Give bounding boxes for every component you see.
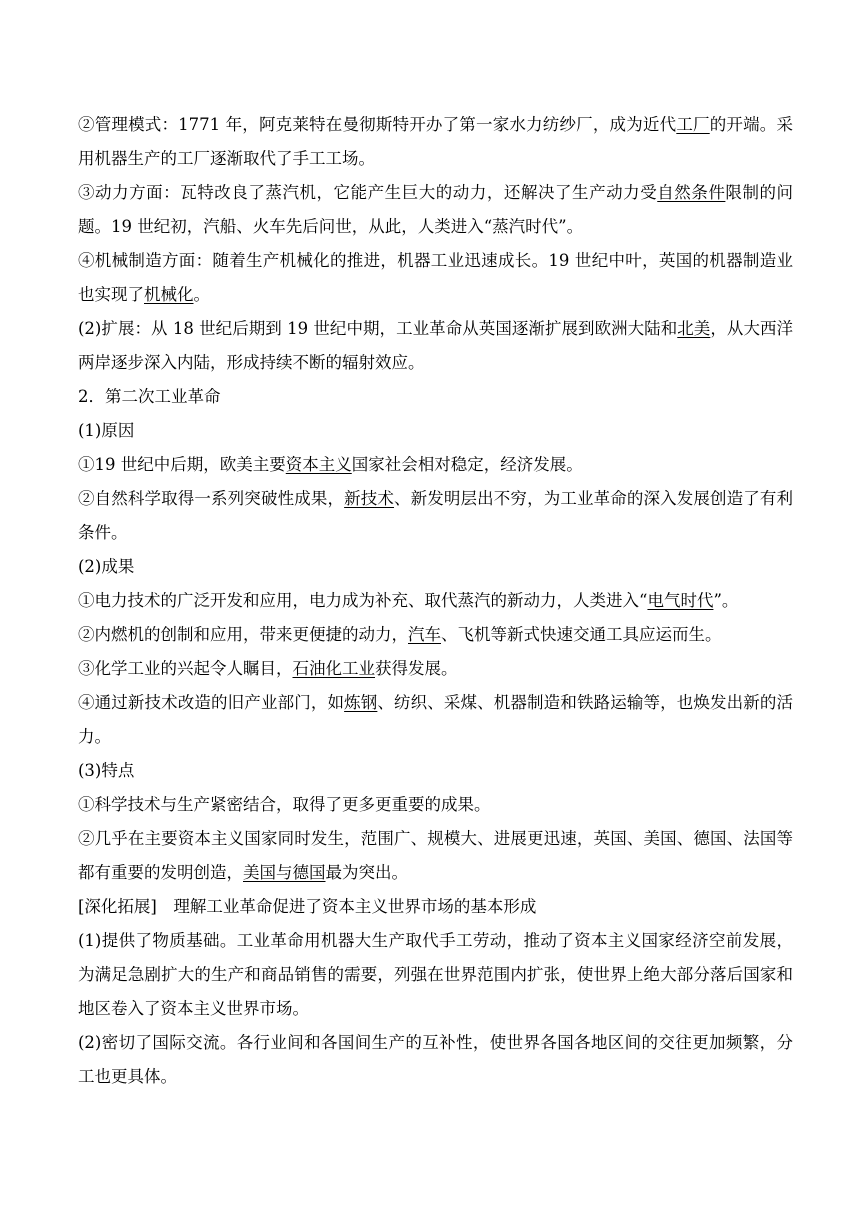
- paragraph: [78, 108, 793, 176]
- paragraph-text: ①科学技术与生产紧密结合，取得了更多更重要的成果。: [78, 795, 491, 814]
- paragraph: [78, 584, 793, 618]
- paragraph: [78, 550, 793, 584]
- paragraph: [78, 1026, 793, 1094]
- paragraph-text: ②管理模式：1771 年，阿克莱特在曼彻斯特开办了第一家水力纺纱厂，成为近代: [78, 115, 677, 134]
- paragraph: [78, 176, 793, 244]
- document-body: [78, 108, 793, 1094]
- paragraph: [78, 652, 793, 686]
- paragraph-text: (1)提供了物质基础。工业革命用机器大生产取代手工劳动，推动了资本主义国家经济空前发展，为满足急剧扩大的生产和商品销售的需要，列强在世界范围内扩张，使世界上绝大部分落后国家和地区卷入了资本主义世界市场。: [78, 931, 793, 1018]
- underlined-answer: 新技术: [344, 489, 395, 508]
- paragraph-text: ②内燃机的创制和应用，带来更便捷的动力，: [78, 625, 408, 644]
- paragraph-text: ④通过新技术改造的旧产业部门，如: [78, 693, 345, 712]
- paragraph-text: ”。: [713, 591, 739, 610]
- paragraph-text: (3)特点: [78, 761, 135, 780]
- underlined-answer: 机械化: [144, 285, 194, 304]
- paragraph-text: 最为突出。: [325, 863, 408, 882]
- paragraph-text: ①19 世纪中后期，欧美主要: [78, 455, 286, 474]
- paragraph: [78, 244, 793, 312]
- paragraph-text: ，从大西洋两岸逐步深入内陆，形成持续不断的辐射效应。: [78, 319, 794, 372]
- paragraph-text: 、飞机等新式快速交通工具应运而生。: [441, 625, 722, 644]
- paragraph-text: 限制的问题。19 世纪初，汽船、火车先后问世，从此，人类进入“蒸汽时代”。: [78, 183, 794, 236]
- underlined-answer: 电气时代: [647, 591, 714, 610]
- underlined-answer: 自然条件: [657, 183, 726, 202]
- paragraph: [78, 312, 793, 380]
- paragraph: [78, 822, 793, 890]
- underlined-answer: 炼钢: [344, 693, 378, 712]
- paragraph: [78, 890, 793, 924]
- paragraph: [78, 414, 793, 448]
- paragraph-text: ③动力方面：瓦特改良了蒸汽机，它能产生巨大的动力，还解决了生产动力受: [78, 183, 658, 202]
- paragraph-text: 。: [193, 285, 210, 304]
- paragraph-text: ④机械制造方面：随着生产机械化的推进，机器工业迅速成长。19 世纪中叶，英国的机器制造业也实现了: [78, 251, 793, 304]
- underlined-answer: 汽车: [408, 625, 441, 644]
- paragraph-text: 获得发展。: [375, 659, 458, 678]
- paragraph-text: (2)扩展：从 18 世纪后期到 19 世纪中期，工业革命从英国逐渐扩展到欧洲大陆和: [78, 319, 678, 338]
- paragraph: [78, 448, 793, 482]
- underlined-answer: 资本主义: [285, 455, 352, 474]
- paragraph-text: 、纺织、采煤、机器制造和铁路运输等，也焕发出新的活力。: [78, 693, 794, 746]
- paragraph-text: ②几乎在主要资本主义国家同时发生，范围广、规模大、进展更迅速，英国、美国、德国、法国等都有重要的发明创造，: [78, 829, 793, 882]
- paragraph: [78, 686, 793, 754]
- underlined-answer: 石油化工业: [292, 659, 375, 678]
- underlined-answer: 北美: [677, 319, 711, 338]
- underlined-answer: 美国与德国: [243, 863, 326, 882]
- paragraph-text: (2)成果: [78, 557, 135, 576]
- paragraph-text: 国家社会相对稳定，经济发展。: [351, 455, 583, 474]
- paragraph: [78, 482, 793, 550]
- paragraph-text: (1)原因: [78, 421, 135, 440]
- paragraph-text: 2．第二次工业革命: [78, 387, 221, 406]
- paragraph-text: [深化拓展] 理解工业革命促进了资本主义世界市场的基本形成: [78, 897, 537, 916]
- paragraph: [78, 924, 793, 1026]
- paragraph-text: (2)密切了国际交流。各行业间和各国间生产的互补性，使世界各国各地区间的交往更加频繁，分工也更具体。: [78, 1033, 793, 1086]
- paragraph: [78, 380, 793, 414]
- paragraph-text: 的开端。采用机器生产的工厂逐渐取代了手工工场。: [78, 115, 793, 168]
- underlined-answer: 工厂: [676, 115, 710, 134]
- paragraph-text: ③化学工业的兴起令人瞩目，: [78, 659, 293, 678]
- paragraph-text: ①电力技术的广泛开发和应用，电力成为补充、取代蒸汽的新动力，人类进入“: [78, 591, 648, 610]
- paragraph-text: ②自然科学取得一系列突破性成果，: [78, 489, 345, 508]
- paragraph: [78, 754, 793, 788]
- paragraph: [78, 618, 793, 652]
- paragraph-text: 、新发明层出不穷，为工业革命的深入发展创造了有利条件。: [78, 489, 794, 542]
- paragraph: [78, 788, 793, 822]
